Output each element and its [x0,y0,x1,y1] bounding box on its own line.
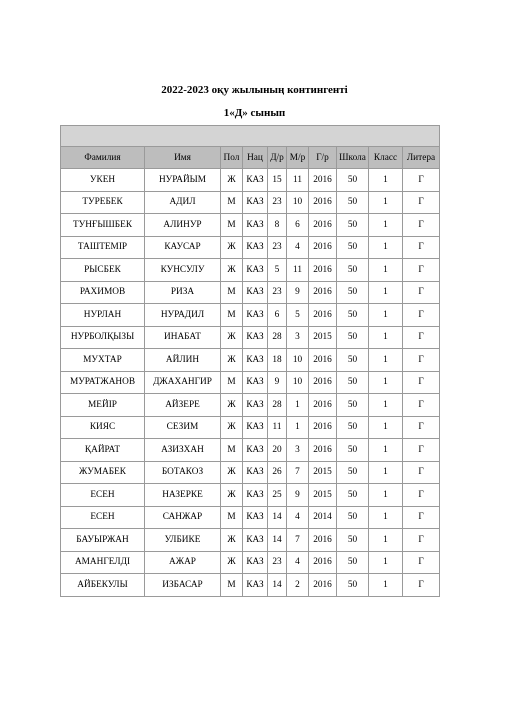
table-cell: 9 [268,371,287,394]
table-cell: 14 [268,529,287,552]
table-cell: Ж [221,394,243,417]
table-cell: 1 [369,259,403,282]
table-row [61,304,440,327]
table-cell: 1 [369,371,403,394]
table-cell: 2016 [309,191,337,214]
table-cell: Г [403,416,440,439]
table-cell: КАЗ [243,394,268,417]
table-cell: Г [403,259,440,282]
table-cell: 50 [337,281,369,304]
table-cell: 10 [287,191,309,214]
table-cell: КАЗ [243,439,268,462]
table-cell: 1 [369,529,403,552]
table-cell: ҚАЙРАТ [61,439,145,462]
table-row [61,506,440,529]
table-cell: 10 [287,371,309,394]
table-cell: Ж [221,326,243,349]
table-cell: 2016 [309,371,337,394]
table-cell: АЙБЕКУЛЫ [61,574,145,597]
table-cell: 2016 [309,439,337,462]
table-cell: 1 [369,349,403,372]
table-cell: 50 [337,326,369,349]
table-cell: М [221,439,243,462]
table-cell: КАЗ [243,169,268,192]
header-cell: Нац [243,147,268,169]
table-cell: Ж [221,551,243,574]
table-row [61,371,440,394]
table-cell: 50 [337,191,369,214]
table-cell: 2016 [309,214,337,237]
table-cell: МУХТАР [61,349,145,372]
table-cell: КАУСАР [145,236,221,259]
table-cell: 11 [287,169,309,192]
class-subtitle: 1«Д» сынып [223,107,286,119]
table-cell: 2016 [309,304,337,327]
table-cell: Г [403,236,440,259]
table-cell: 23 [268,191,287,214]
table-cell: 50 [337,236,369,259]
table-cell: 23 [268,281,287,304]
table-cell: 1 [369,281,403,304]
table-cell: 28 [268,394,287,417]
table-row [61,439,440,462]
table-cell: 26 [268,461,287,484]
table-cell: 50 [337,259,369,282]
table-cell: ЖУМАБЕК [61,461,145,484]
table-cell: Г [403,439,440,462]
table-cell: Ж [221,461,243,484]
table-cell: КАЗ [243,214,268,237]
table-row [61,214,440,237]
contingent-table [60,125,440,597]
table-cell: УЛБИКЕ [145,529,221,552]
table-cell: 1 [369,304,403,327]
table-cell: 20 [268,439,287,462]
table-cell: НУРАЙЫМ [145,169,221,192]
table-cell: М [221,191,243,214]
table-header-row [61,147,440,169]
table-cell: 3 [287,326,309,349]
table-cell: 50 [337,416,369,439]
table-cell: 6 [287,214,309,237]
header-cell: Класс [369,147,403,169]
table-cell: БАУЫРЖАН [61,529,145,552]
header-cell: М/р [287,147,309,169]
table-cell: Г [403,326,440,349]
table-cell: КАЗ [243,191,268,214]
table-cell: 1 [369,484,403,507]
table-cell: 6 [268,304,287,327]
table-cell: 4 [287,236,309,259]
table-cell: 50 [337,529,369,552]
table-cell: 2016 [309,574,337,597]
table-cell: 50 [337,169,369,192]
table-cell: 50 [337,371,369,394]
table-cell: 7 [287,529,309,552]
table-cell: М [221,214,243,237]
table-cell: ТАШТЕМІР [61,236,145,259]
table-cell: АЙЗЕРЕ [145,394,221,417]
table-cell: 8 [268,214,287,237]
table-cell: 50 [337,214,369,237]
table-cell: Г [403,574,440,597]
table-cell: 1 [369,574,403,597]
table-row [61,416,440,439]
table-cell: НАЗЕРКЕ [145,484,221,507]
table-cell: 23 [268,551,287,574]
table-row [61,169,440,192]
table-cell: 3 [287,439,309,462]
table-cell: 9 [287,281,309,304]
table-row [61,191,440,214]
table-cell: ТУРЕБЕК [61,191,145,214]
table-cell: Г [403,461,440,484]
table-row [61,461,440,484]
table-cell: 7 [287,461,309,484]
table-cell: НУРАДИЛ [145,304,221,327]
table-cell: М [221,281,243,304]
table-cell: 50 [337,394,369,417]
table-cell: КАЗ [243,484,268,507]
table-banner-cell [61,126,440,147]
table-cell: КУНСУЛУ [145,259,221,282]
table-row [61,349,440,372]
header-cell: Литера [403,147,440,169]
table-cell: 25 [268,484,287,507]
table-row [61,259,440,282]
table-cell: НУРБОЛҚЫЗЫ [61,326,145,349]
table-cell: Г [403,214,440,237]
table-cell: 1 [369,506,403,529]
table-cell: Ж [221,169,243,192]
table-cell: 50 [337,461,369,484]
table-cell: М [221,371,243,394]
header-cell: Пол [221,147,243,169]
table-cell: 1 [287,416,309,439]
table-row [61,484,440,507]
table-cell: Г [403,281,440,304]
table-cell: 1 [369,394,403,417]
table-cell: 18 [268,349,287,372]
table-cell: 14 [268,574,287,597]
table-cell: 1 [369,169,403,192]
table-cell: 2015 [309,484,337,507]
table-row [61,574,440,597]
table-cell: ИНАБАТ [145,326,221,349]
table-cell: 1 [369,551,403,574]
table-cell: 2016 [309,394,337,417]
table-cell: КАЗ [243,236,268,259]
table-cell: М [221,506,243,529]
table-cell: Ж [221,349,243,372]
table-cell: КАЗ [243,416,268,439]
table-cell: 2016 [309,281,337,304]
table-cell: РАХИМОВ [61,281,145,304]
table-cell: МУРАТЖАНОВ [61,371,145,394]
table-cell: Г [403,484,440,507]
table-cell: КАЗ [243,304,268,327]
table-row [61,326,440,349]
table-cell: МЕЙІР [61,394,145,417]
table-cell: 15 [268,169,287,192]
table-cell: 11 [268,416,287,439]
table-cell: СЕЗИМ [145,416,221,439]
table-cell: 50 [337,349,369,372]
table-row [61,281,440,304]
table-cell: КАЗ [243,506,268,529]
table-cell: 11 [287,259,309,282]
table-cell: 2016 [309,236,337,259]
table-cell: 1 [369,236,403,259]
header-cell: Имя [145,147,221,169]
table-cell: 2014 [309,506,337,529]
table-cell: 23 [268,236,287,259]
table-cell: АЛИНУР [145,214,221,237]
table-cell: КИЯС [61,416,145,439]
table-cell: 1 [287,394,309,417]
table-cell: 2016 [309,349,337,372]
header-cell: Фамилия [61,147,145,169]
table-cell: УКЕН [61,169,145,192]
table-cell: 1 [369,439,403,462]
header-cell: Д/р [268,147,287,169]
table-cell: 50 [337,551,369,574]
table-cell: КАЗ [243,259,268,282]
table-cell: Г [403,506,440,529]
table-cell: РИЗА [145,281,221,304]
table-cell: 1 [369,416,403,439]
table-cell: 4 [287,551,309,574]
table-cell: 9 [287,484,309,507]
table-cell: НУРЛАН [61,304,145,327]
table-cell: Г [403,394,440,417]
table-cell: 5 [268,259,287,282]
table-cell: Г [403,529,440,552]
table-cell: 50 [337,304,369,327]
table-cell: ЕСЕН [61,506,145,529]
table-row [61,236,440,259]
table-cell: 50 [337,506,369,529]
table-cell: КАЗ [243,326,268,349]
table-cell: АЗИЗХАН [145,439,221,462]
table-cell: 1 [369,326,403,349]
table-cell: КАЗ [243,574,268,597]
table-cell: 5 [287,304,309,327]
table-cell: ИЗБАСАР [145,574,221,597]
table-cell: 10 [287,349,309,372]
table-cell: 2 [287,574,309,597]
header-cell: Г/р [309,147,337,169]
table-cell: ЕСЕН [61,484,145,507]
table-row [61,551,440,574]
table-cell: ТУНҒЫШБЕК [61,214,145,237]
table-cell: 50 [337,439,369,462]
table-cell: АДИЛ [145,191,221,214]
table-cell: 2016 [309,259,337,282]
table-banner-row [61,126,440,147]
table-cell: КАЗ [243,349,268,372]
table-cell: БОТАКОЗ [145,461,221,484]
table-cell: Ж [221,236,243,259]
table-cell: 1 [369,461,403,484]
table-cell: 2015 [309,326,337,349]
table-cell: Г [403,551,440,574]
table-cell: 50 [337,484,369,507]
table-cell: ДЖАХАНГИР [145,371,221,394]
table-cell: САНЖАР [145,506,221,529]
table-cell: КАЗ [243,551,268,574]
table-cell: Ж [221,259,243,282]
table-cell: М [221,574,243,597]
table-cell: 2016 [309,551,337,574]
table-cell: 1 [369,191,403,214]
document-title: 2022-2023 оқу жылының контингенті [161,84,348,96]
table-cell: РЫСБЕК [61,259,145,282]
table-cell: 2016 [309,529,337,552]
table-cell: КАЗ [243,529,268,552]
table-cell: 4 [287,506,309,529]
table-cell: Ж [221,416,243,439]
table-cell: 1 [369,214,403,237]
table-row [61,529,440,552]
table-cell: КАЗ [243,281,268,304]
table-cell: Ж [221,484,243,507]
table-cell: АМАНГЕЛДІ [61,551,145,574]
header-cell: Школа [337,147,369,169]
table-cell: Г [403,191,440,214]
table-cell: М [221,304,243,327]
table-cell: КАЗ [243,371,268,394]
table-cell: Г [403,349,440,372]
table-cell: Г [403,371,440,394]
table-cell: Ж [221,529,243,552]
table-cell: 50 [337,574,369,597]
table-cell: 2016 [309,416,337,439]
table-cell: АЖАР [145,551,221,574]
table-cell: 14 [268,506,287,529]
table-cell: КАЗ [243,461,268,484]
table-cell: 2016 [309,169,337,192]
table-cell: 2015 [309,461,337,484]
table-cell: 28 [268,326,287,349]
table-cell: Г [403,304,440,327]
table-row [61,394,440,417]
table-cell: Г [403,169,440,192]
table-cell: АЙЛИН [145,349,221,372]
